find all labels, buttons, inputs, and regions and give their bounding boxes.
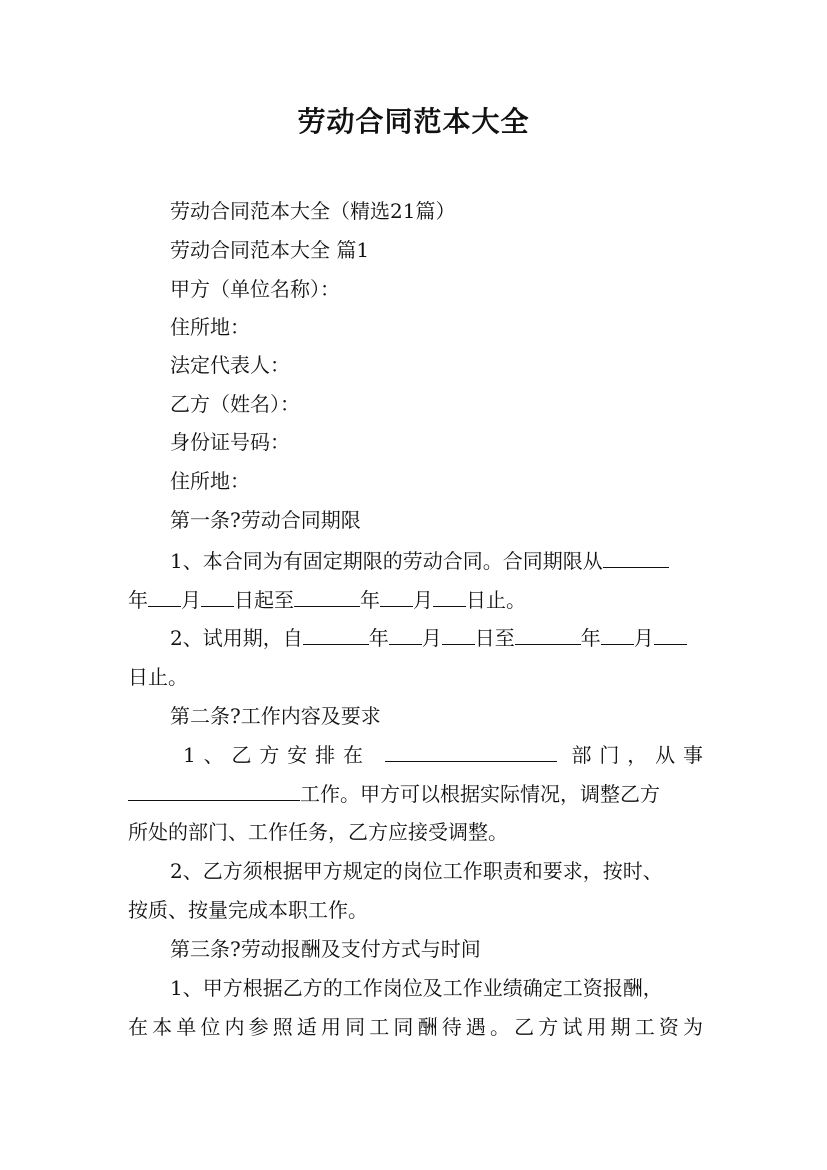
blank-line — [128, 780, 300, 801]
field-legal-rep: 法定代表人： — [170, 353, 290, 377]
text: 月 — [181, 588, 201, 612]
text: 月 — [633, 626, 654, 650]
article3-para1-line1: 1、甲方根据乙方的工作岗位及工作业绩确定工资报酬， — [170, 976, 663, 1000]
blank-line — [601, 624, 634, 645]
blank-line — [603, 547, 669, 568]
article2-para2-line1: 2、乙方须根据甲方规定的岗位工作职责和要求，按时、 — [170, 859, 663, 883]
blank-line — [303, 624, 369, 645]
blank-line — [654, 624, 687, 645]
text: 2、试用期，自 — [170, 626, 303, 650]
article1-heading: 第一条?劳动合同期限 — [170, 508, 361, 532]
blank-line — [201, 586, 234, 607]
article1-para1-line2 — [128, 585, 703, 615]
article2-para1-line3: 所处的部门、工作任务，乙方应接受调整。 — [128, 820, 508, 844]
text: 年 — [360, 588, 380, 612]
blank-line — [148, 586, 181, 607]
text: 年 — [580, 626, 601, 650]
article1-para1-line1 — [170, 546, 703, 576]
article1-para2-line1 — [170, 623, 703, 653]
field-party-a: 甲方（单位名称）： — [170, 277, 340, 301]
text: 1、乙方安排在 — [183, 743, 371, 767]
text: 日至 — [474, 626, 515, 650]
blank-line — [294, 586, 360, 607]
document-title: 劳动合同范本大全 — [297, 105, 530, 138]
blank-line — [389, 624, 422, 645]
document-subtitle: 劳动合同范本大全（精选21篇） — [170, 199, 456, 223]
article2-para1-line1 — [183, 740, 703, 770]
text: 日起至 — [234, 588, 294, 612]
blank-line — [515, 624, 581, 645]
blank-line — [385, 741, 557, 762]
field-id-number: 身份证号码： — [170, 430, 290, 454]
field-party-b: 乙方（姓名）： — [170, 392, 300, 416]
text: 日止。 — [466, 588, 526, 612]
text: 月 — [421, 626, 442, 650]
text: 年 — [128, 588, 148, 612]
article3-para1-line2: 在本单位内参照适用同工同酬待遇。乙方试用期工资为 — [128, 1015, 703, 1039]
text: 月 — [413, 588, 433, 612]
article2-para1-line2 — [128, 779, 703, 809]
text: 工作。甲方可以根据实际情况，调整乙方 — [300, 782, 660, 806]
blank-line — [380, 586, 413, 607]
article1-para2-line2: 日止。 — [128, 665, 188, 689]
field-address-a: 住所地： — [170, 315, 250, 339]
article3-heading: 第三条?劳动报酬及支付方式与时间 — [170, 937, 481, 961]
text: 1、本合同为有固定期限的劳动合同。合同期限从 — [170, 549, 603, 573]
section-heading: 劳动合同范本大全 篇1 — [170, 238, 370, 262]
text: 年 — [368, 626, 389, 650]
article2-heading: 第二条?工作内容及要求 — [170, 704, 381, 728]
field-address-b: 住所地： — [170, 469, 250, 493]
article2-para2-line2: 按质、按量完成本职工作。 — [128, 898, 368, 922]
text: 部门，从事 — [571, 743, 704, 767]
blank-line — [442, 624, 475, 645]
blank-line — [433, 586, 466, 607]
